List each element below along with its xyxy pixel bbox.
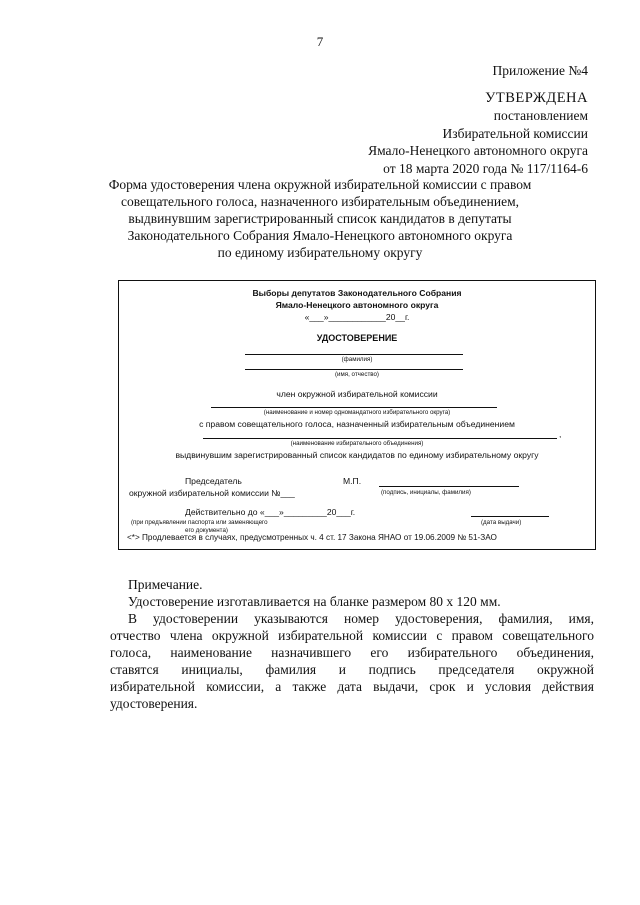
district-caption: (наименование и номер одномандатного избирательного округа) [263,409,451,416]
approval-line-2: Избирательной комиссии [442,125,588,141]
signature-caption: (подпись, инициалы, фамилия) [381,489,471,496]
association-caption: (наименование избирательного объединения) [290,440,424,447]
chairman-label: Председатель [185,476,242,486]
district-line [211,407,497,408]
heading-line: Форма удостоверения члена окружной избирательной комиссии с правом [108,177,532,192]
note-line: В удостоверении указываются номер удостоверения, фамилия, имя, [128,611,594,626]
appendix-label: Приложение №4 [492,63,588,78]
heading-line: по единому избирательному округу [217,245,423,260]
association-line [203,438,557,439]
commission-label: окружной избирательной комиссии №___ [129,488,295,498]
association-comma: , [559,429,562,439]
surname-line [245,354,463,355]
election-line-1: Выборы депутатов Законодательного Собрания [252,288,462,298]
heading-line: выдвинувшим зарегистрированный список кандидатов в депутаты [128,211,512,226]
note-line-last: удостоверения. [110,696,198,711]
name-caption: (имя, отчество) [334,371,379,378]
seal-label: М.П. [343,476,362,486]
approval-block [368,62,588,177]
note-paragraph-1: Удостоверение изготавливается на бланке размером 80 х 120 мм. [128,594,501,609]
election-line-2: Ямало-Ненецкого автономного округа [275,300,439,310]
certificate-card [118,280,596,550]
valid-until: Действительно до «___»_________20___г. [185,507,356,517]
note-line: избирательной комиссии, а также дата выдачи, срок и условия действия [110,679,594,694]
certificate-title: УДОСТОВЕРЕНИЕ [316,333,398,343]
passport-caption-2: его документа) [185,527,228,534]
issue-date-caption: (дата выдачи) [481,519,522,526]
form-heading [60,176,580,261]
advisory-line: с правом совещательного голоса, назначенный избирательным объединением [199,419,515,429]
note-section [110,576,594,712]
name-line [245,369,463,370]
surname-caption: (фамилия) [341,356,373,363]
signature-line [379,486,519,487]
heading-line: совещательного голоса, назначенного избирательным объединением, [121,194,519,209]
page-number: 7 [316,34,324,49]
note-line: отчество члена окружной избирательной комиссии с правом совещательного [110,628,594,643]
nominated-line: выдвинувшим зарегистрированный список кандидатов по единому избирательному округу [175,450,539,460]
member-line: член окружной избирательной комиссии [276,389,438,399]
card-date-line: «___»____________20__г. [304,312,410,322]
note-title: Примечание. [128,577,203,592]
passport-caption-1: (при предъявлении паспорта или заменяющего [131,519,268,526]
note-line: голоса, наименование назначившего его избирательного объединения, [110,645,594,660]
footnote: <*> Продлевается в случаях, предусмотренных ч. 4 ст. 17 Закона ЯНАО от 19.06.2009 № 51-ЗАО [127,533,497,542]
approval-line-1: постановлением [493,108,588,123]
note-line: ставятся инициалы, фамилия и подпись председателя окружной [110,662,594,677]
heading-line: Законодательного Собрания Ямало-Ненецкого автономного округа [127,228,513,243]
issue-date-line [471,516,549,517]
approved-title: УТВЕРЖДЕНА [485,89,588,106]
approval-line-4: от 18 марта 2020 года № 117/1164-6 [383,160,588,176]
approval-line-3: Ямало-Ненецкого автономного округа [368,143,588,158]
